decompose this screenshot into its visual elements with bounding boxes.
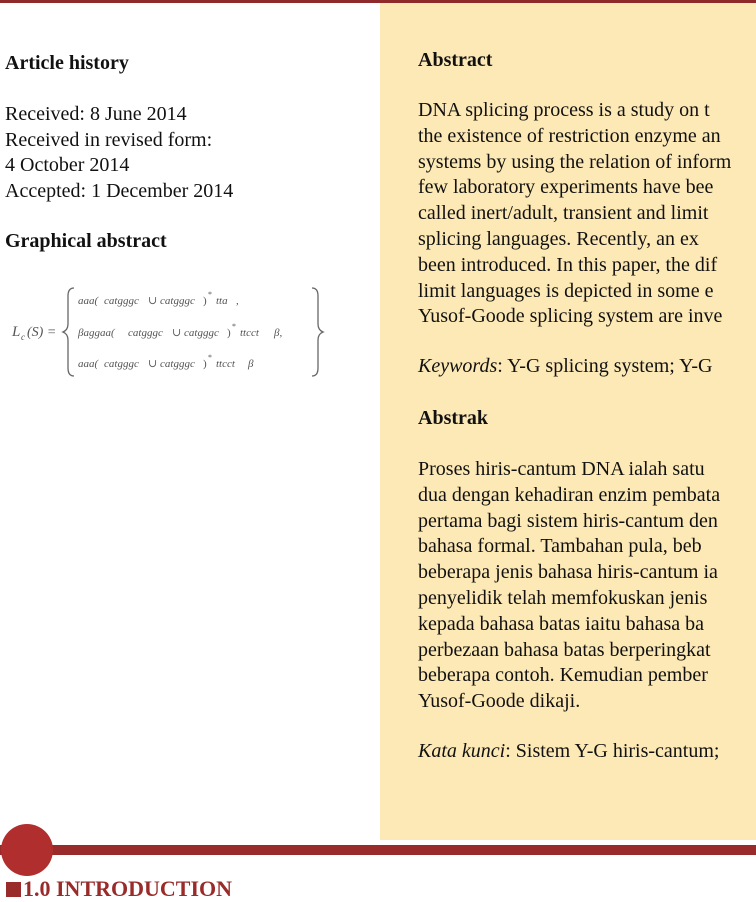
section-heading-introduction [6,876,232,902]
formula-row2-d: ttcct [240,327,259,339]
abstrak-heading: Abstrak [418,407,489,429]
formula-row1-b: catgggc [104,295,139,307]
abstract-line: the existence of restriction enzyme an [418,124,721,147]
svg-text:*: * [232,322,236,331]
abstract-line: called inert/adult, transient and limit [418,202,709,225]
abstrak-line: penyelidik telah memfokuskan jenis [418,586,708,609]
article-history-lines [5,102,375,204]
svg-text:∪: ∪ [148,358,158,370]
abstrak-line: beberapa contoh. Kemudian pember [418,664,708,687]
formula-row3-c: catgggc [160,358,195,370]
revised-label: Received in revised form: [5,128,213,151]
abstrak-line: perbezaan bahasa batas berperingkat [418,638,711,661]
graphical-abstract-formula [8,284,326,379]
svg-text:*: * [208,353,212,362]
abstract-line: few laboratory experiments have bee [418,176,714,199]
formula-row2-b: catgggc [128,327,163,339]
article-history [5,51,375,204]
section-marker-square [6,882,21,897]
abstrak-line: Yusof-Goode dikaji. [418,690,581,713]
abstract-heading: Abstract [418,49,493,71]
abstrak-line: beberapa jenis bahasa hiris-cantum ia [418,561,718,584]
kata-kunci-text: : Sistem Y-G hiris-cantum; [505,740,720,762]
formula-lhs: L [12,324,21,340]
formula-row2-c: catgggc [184,327,219,339]
abstrak-body [418,457,756,715]
section-title: 1.0 INTRODUCTION [23,876,233,901]
received-date: Received: 8 June 2014 [5,103,187,125]
svg-text:): ) [227,327,231,339]
formula-image [8,284,326,379]
formula-row3-d: ttcct [216,358,235,370]
formula-row1-tail: , [236,295,239,307]
abstract-line: systems by using the relation of inform [418,150,732,173]
svg-text:*: * [208,290,212,299]
abstract-body [418,98,756,330]
svg-text:∪: ∪ [172,327,182,339]
formula-row1-d: tta [216,295,228,307]
svg-text:): ) [203,295,207,307]
keywords-text: : Y-G splicing system; Y-G [497,355,713,377]
abstrak-line: dua dengan kehadiran enzim pembata [418,483,721,506]
abstrak-line: bahasa formal. Tambahan pula, beb [418,535,702,558]
svg-text:∪: ∪ [148,295,158,307]
formula-row3-b: catgggc [104,358,139,370]
formula-row2-tail: β, [274,327,283,339]
accepted-date: Accepted: 1 December 2014 [5,179,234,202]
abstrak-line: kepada bahasa batas iaitu bahasa ba [418,612,704,635]
section-divider-circle [1,824,53,876]
abstrak-keywords [418,739,756,764]
revised-date: 4 October 2014 [5,154,130,176]
svg-text:): ) [203,358,207,370]
graphical-abstract-heading: Graphical abstract [5,230,167,252]
kata-kunci-label: Kata kunci [418,740,506,762]
article-history-heading: Article history [5,52,129,74]
formula-row2-a: βaggaa( [78,327,115,339]
formula-row1-a: aaa( [78,295,99,307]
section-divider-bar [0,845,756,855]
left-sidebar [0,3,380,840]
abstract-line: been introduced. In this paper, the dif [418,253,718,276]
formula-row3-a: aaa( [78,358,99,370]
abstrak-line: Proses hiris-cantum DNA ialah satu [418,458,705,480]
abstrak-line: pertama bagi sistem hiris-cantum den [418,509,718,532]
formula-lhs-arg: (S) = [27,325,57,340]
abstract-line: splicing languages. Recently, an ex [418,227,699,250]
abstract-line: limit languages is depicted in some e [418,279,714,302]
formula-row1-c: catgggc [160,295,195,307]
abstract-panel [380,3,756,840]
formula-row3-tail: β [248,358,254,370]
abstract-line: Yusof-Goode splicing system are inve [418,305,723,328]
abstract-line: DNA splicing process is a study on t [418,99,710,121]
abstract-keywords [418,354,756,379]
formula-lhs-sub: c [21,332,25,342]
keywords-label: Keywords [418,355,498,377]
